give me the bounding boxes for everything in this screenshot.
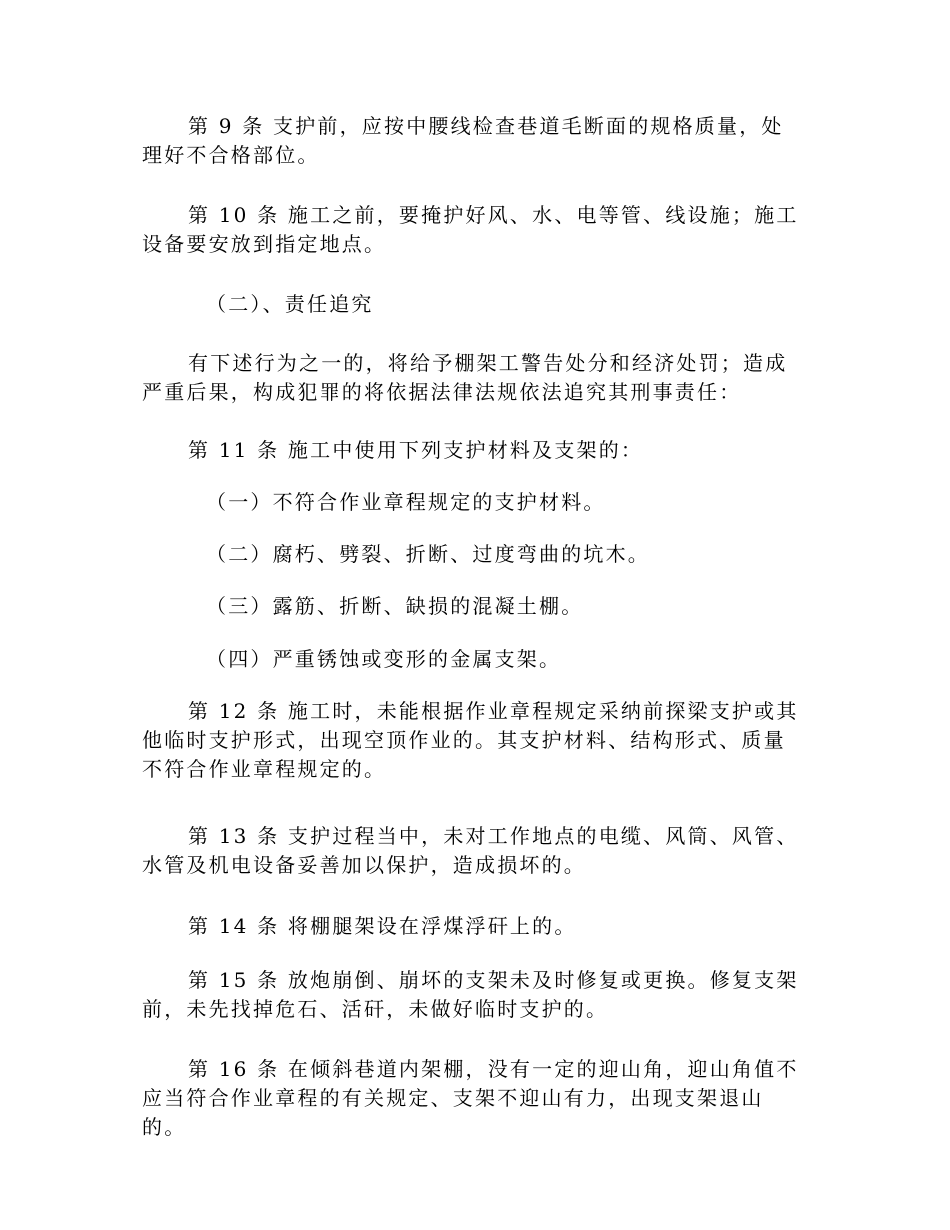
responsibility-intro: 有下述行为之一的，将给予棚架工警告处分和经济处罚；造成严重后果，构成犯罪的将依据法律法规依法追究其刑事责任： bbox=[142, 351, 788, 404]
list-item-4: （四）严重锈蚀或变形的金属支架。 bbox=[206, 647, 562, 671]
list-item-3: （三）露筋、折断、缺损的混凝土棚。 bbox=[206, 594, 584, 618]
article-9: 第 9 条 支护前，应按中腰线检查巷道毛断面的规格质量，处理好不合格部位。 bbox=[142, 114, 784, 167]
article-16: 第 16 条 在倾斜巷道内架棚，没有一定的迎山角，迎山角值不应当符合作业章程的有关规定、支架不迎山有力，出现支架退山的。 bbox=[142, 1057, 799, 1139]
article-11: 第 11 条 施工中使用下列支护材料及支架的： bbox=[188, 438, 644, 462]
list-item-2: （二）腐朽、劈裂、折断、过度弯曲的坑木。 bbox=[206, 542, 650, 566]
article-14: 第 14 条 将棚腿架设在浮煤浮矸上的。 bbox=[188, 914, 577, 938]
article-12: 第 12 条 施工时，未能根据作业章程规定采纳前探梁支护或其他临时支护形式，出现空顶作业的。其支护材料、结构形式、质量不符合作业章程规定的。 bbox=[142, 699, 799, 781]
article-15: 第 15 条 放炮崩倒、崩坏的支架未及时修复或更换。修复支架前，未先找掉危石、活矸，未做好临时支护的。 bbox=[142, 968, 799, 1021]
list-item-1: （一）不符合作业章程规定的支护材料。 bbox=[206, 490, 606, 514]
article-13: 第 13 条 支护过程当中，未对工作地点的电缆、风筒、风管、水管及机电设备妥善加以保护，造成损坏的。 bbox=[142, 824, 799, 877]
section-heading-responsibility: （二）、责任追究 bbox=[206, 292, 374, 316]
article-10: 第 10 条 施工之前，要掩护好风、水、电等管、线设施；施工设备要安放到指定地点。 bbox=[142, 203, 799, 256]
